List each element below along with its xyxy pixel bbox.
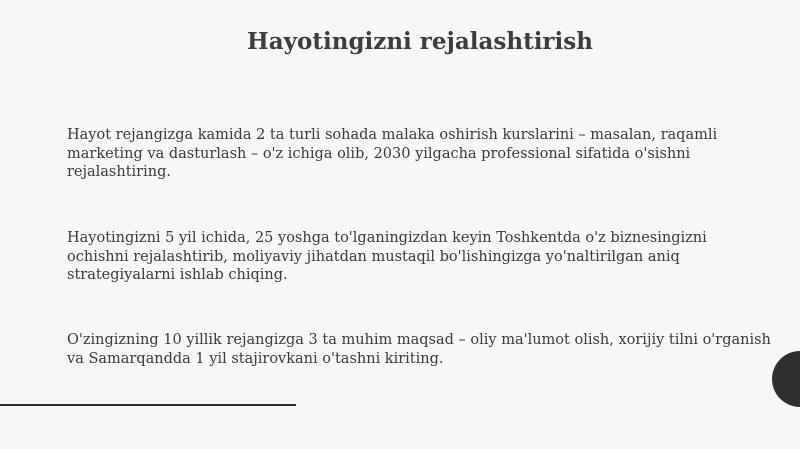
decorative-divider-line: [0, 404, 296, 406]
paragraph-business: Hayotingizni 5 yil ichida, 25 yoshga to'lganingizdan keyin Toshkentda o'z biznesingizni ochishni rejalashtirib, moliyaviy jihatdan mustaqil bo'lishingizga yo'naltirilgan aniq strategiyalarni ishlab chiqing.: [67, 230, 707, 283]
paragraph-skills: Hayot rejangizga kamida 2 ta turli sohada malaka oshirish kurslarini – masalan, raqamli marketing va dasturlash – o'z ichiga olib, 2030 yilgacha professional sifatida o'sishni rejalashtiring.: [67, 127, 718, 180]
paragraph-goals: O'zingizning 10 yillik rejangizga 3 ta muhim maqsad – oliy ma'lumot olish, xorijiy tilni o'rganish va Samarqandda 1 yil stajirovkani o'tashni kiriting.: [67, 332, 771, 367]
slide-title: Hayotingizni rejalashtirish: [247, 28, 593, 55]
